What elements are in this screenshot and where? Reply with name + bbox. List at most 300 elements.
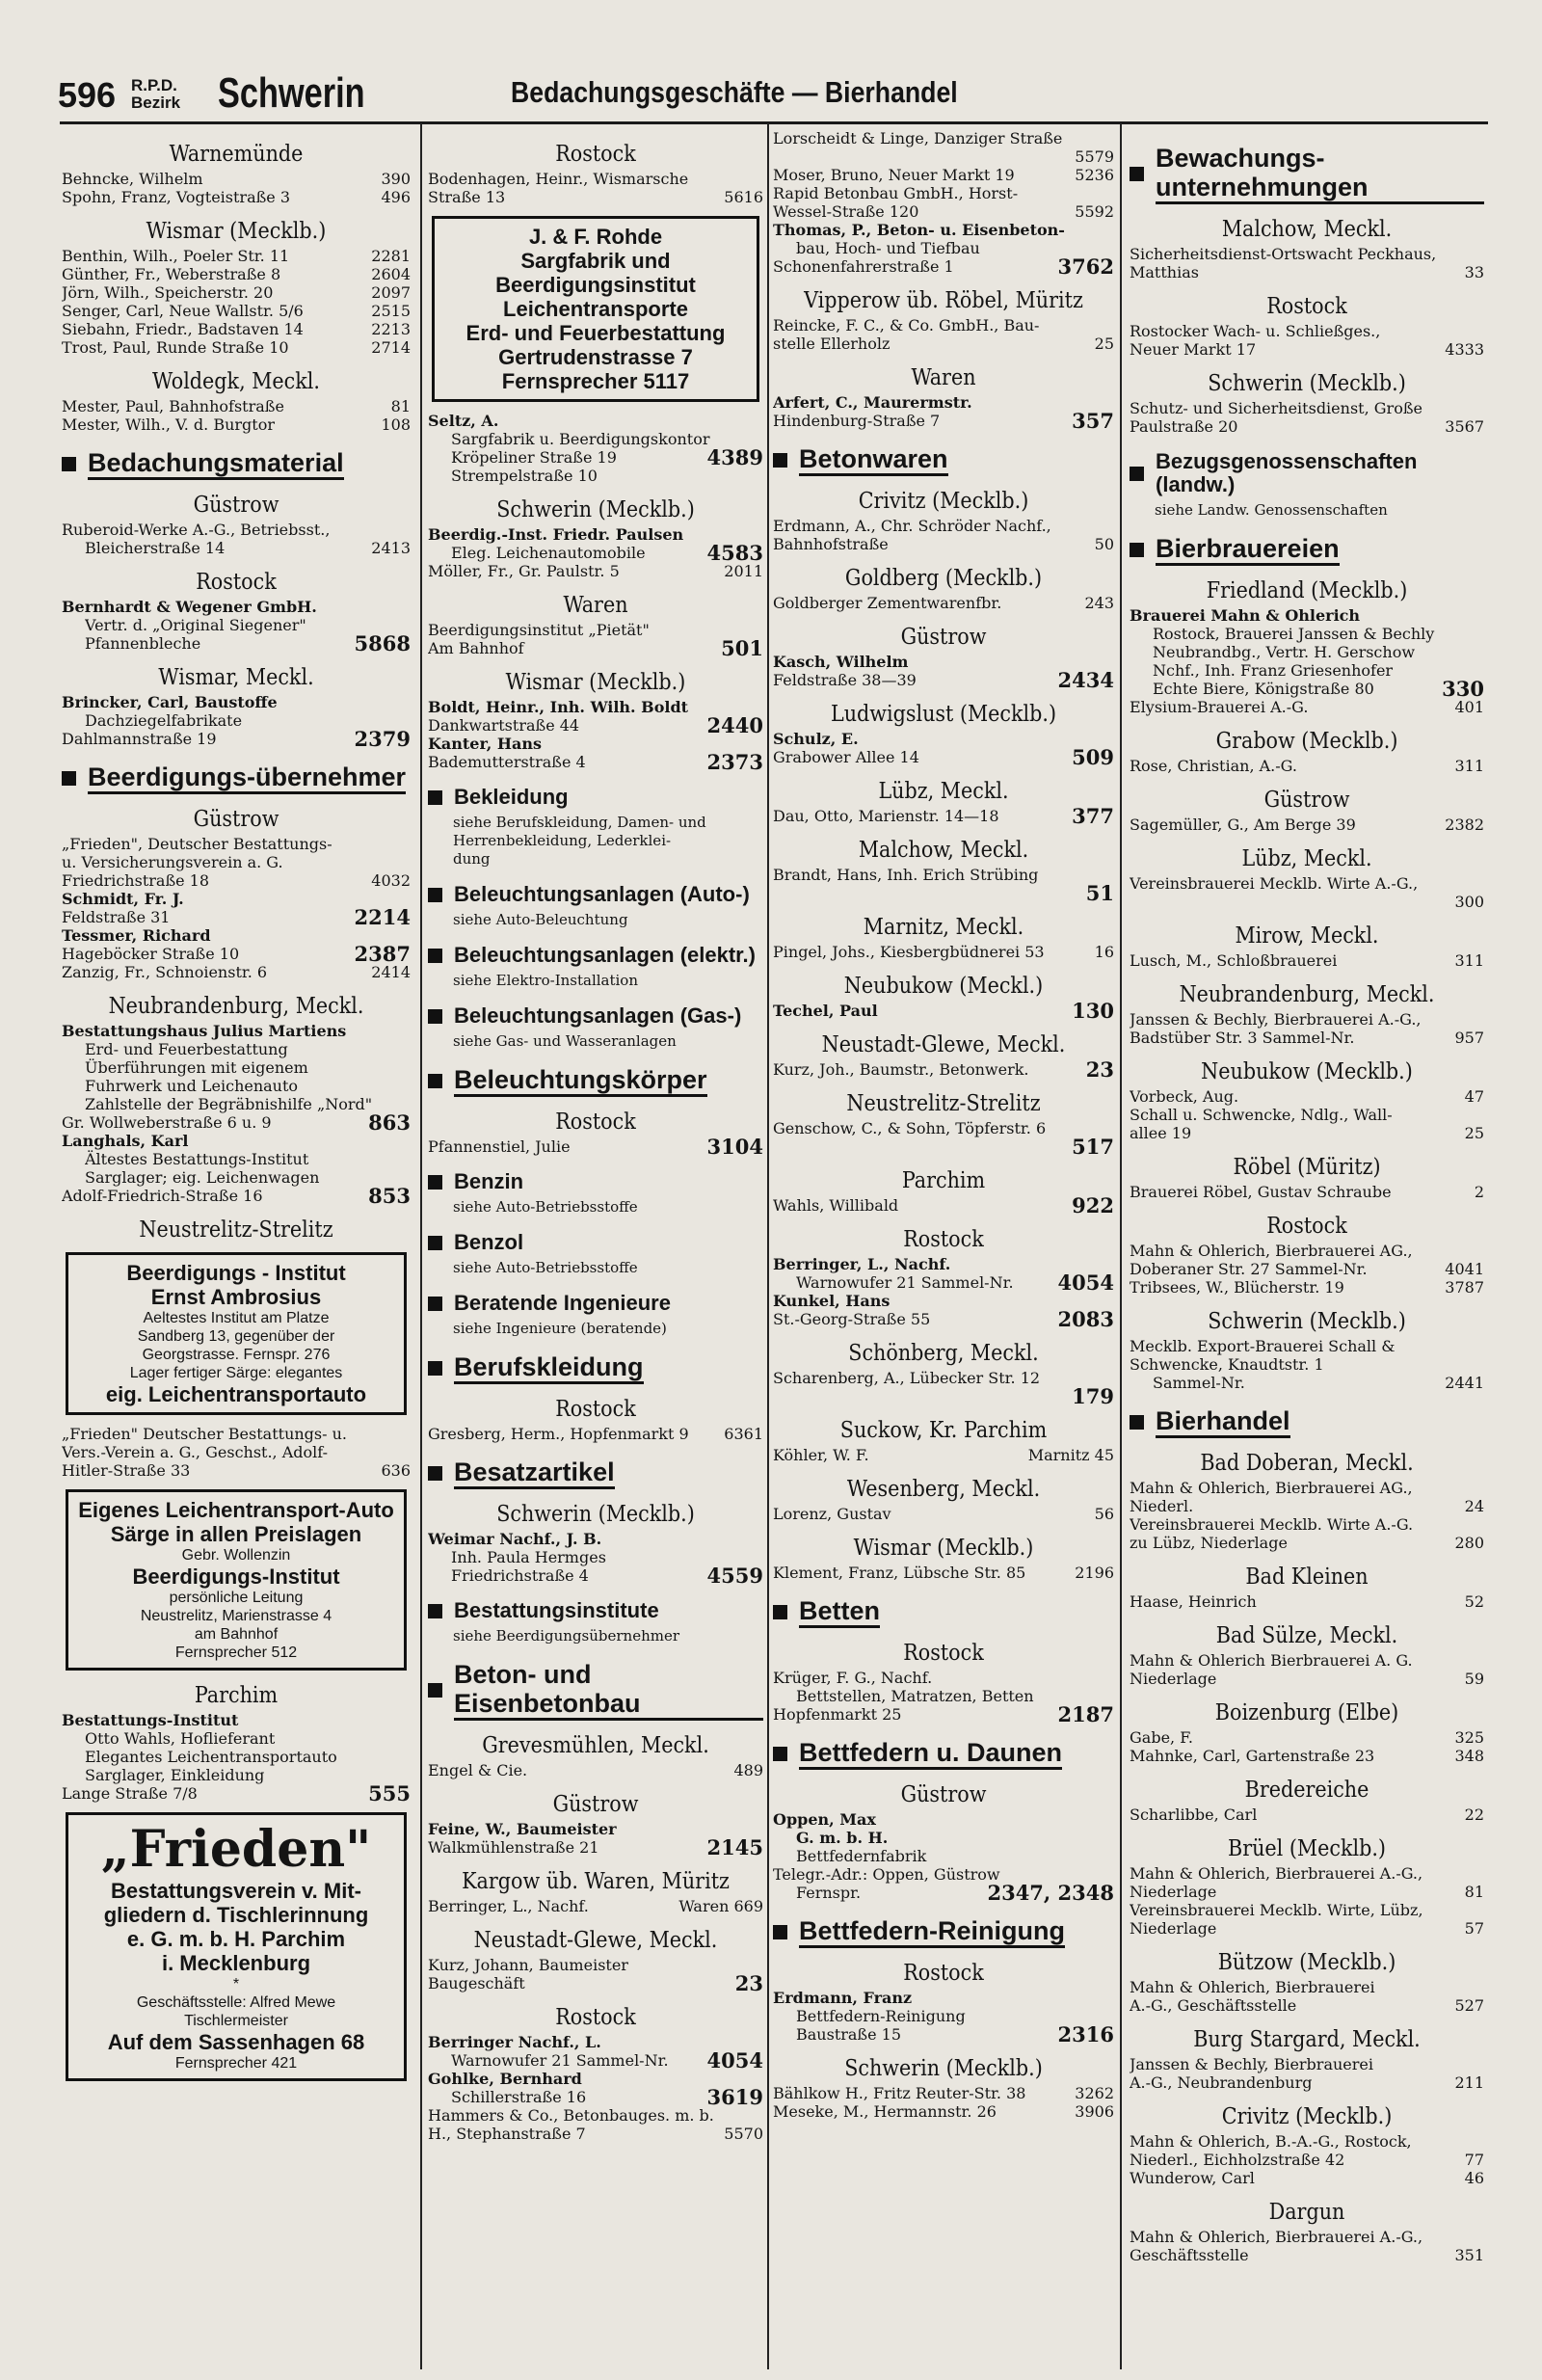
locality-heading: Wismar, Meckl. [158,665,314,690]
locality-heading: Wesenberg, Meckl. [846,1477,1041,1502]
locality-heading: Dargun [1268,2200,1345,2225]
directory-entry [1130,951,1484,970]
directory-entry [1130,263,1484,281]
phone-number: 2379 [354,727,411,751]
directory-entry [1130,417,1484,436]
directory-entry [1130,1670,1484,1688]
directory-entry [1130,1010,1484,1029]
entry-name: Möller, Fr., Gr. Paulstr. 5 [428,562,620,580]
directory-entry [773,1881,1114,1905]
locality-heading: Güstrow [193,807,279,832]
locality-heading: Rostock [903,1641,984,1666]
directory-entry [773,1446,1114,1464]
entry-name: Schwencke, Knaudtstr. 1 [1130,1355,1324,1374]
entry-name: Dahlmannstraße 19 [62,730,217,748]
square-bullet-icon [428,1175,442,1190]
section-heading [773,1596,1114,1628]
directory-entry [62,1110,411,1135]
phone-number: 2097 [371,283,411,302]
entry-name: Schillerstraße 16 [451,2088,587,2106]
directory-entry [773,202,1114,221]
entry-name: H., Stephanstraße 7 [428,2125,586,2143]
locality-heading: Parchim [194,1683,279,1708]
directory-entry [1130,1534,1484,1552]
phone-number: 51 [1085,881,1114,905]
locality-heading: Warnemünde [169,142,304,167]
entry-name: Badstüber Str. 3 Sammel-Nr. [1130,1029,1355,1047]
directory-entry [428,541,763,565]
cross-reference: siehe Beerdigungsübernehmer [453,1627,680,1645]
square-bullet-icon [62,457,76,471]
entry-name: Hitler-Straße 33 [62,1461,191,1480]
section-title: Beratende Ingenieure [454,1291,671,1315]
entry-name: Überführungen mit eigenem [85,1058,308,1077]
directory-entry [1130,1106,1484,1124]
phone-number: 4389 [706,445,763,469]
locality-heading: Lübz, Meckl. [1241,846,1372,871]
phone-number: 5868 [354,631,411,655]
directory-entry [62,170,411,188]
entry-name: Beerdig.-Inst. Friedr. Paulsen [428,525,684,544]
column-1 [62,129,411,2370]
entry-name: Tribsees, W., Blücherstr. 19 [1130,1278,1344,1297]
entry-name: Bleicherstraße 14 [85,539,226,557]
directory-entry [1130,1919,1484,1938]
directory-entry [62,1095,411,1113]
phone-number: 3567 [1445,417,1484,436]
locality-heading: Kargow üb. Waren, Müritz [462,1869,730,1894]
section-heading [428,1231,763,1254]
entry-name: St.-Georg-Straße 55 [773,1310,931,1328]
locality-heading: Vipperow üb. Röbel, Müritz [804,288,1083,313]
phone-number: 5579 [1075,147,1114,166]
entry-name: zu Lübz, Niederlage [1130,1534,1288,1552]
locality-heading: Crivitz (Mecklb.) [1221,2104,1393,2129]
directory-entry [428,1425,763,1443]
section-title: Bettfedern u. Daunen [799,1738,1062,1770]
section-heading [428,786,763,809]
directory-entry [773,129,1114,147]
entry-name: Walkmühlenstraße 21 [428,1838,599,1857]
entry-name: Vers.-Verein a. G., Geschst., Adolf- [62,1443,329,1461]
cross-reference: siehe Berufskleidung, Damen- und [453,814,706,831]
entry-name: Echte Biere, Königstraße 80 [1153,680,1374,698]
section-heading [428,1352,763,1384]
directory-entry [773,594,1114,612]
directory-entry [62,283,411,302]
entry-name: Benthin, Wilh., Poeler Str. 11 [62,247,290,265]
directory-entry [773,517,1114,535]
directory-entry [62,1168,411,1187]
entry-name: Kurz, Joh., Baumstr., Betonwerk. [773,1060,1029,1079]
entry-name: Erd- und Feuerbestattung [85,1040,288,1058]
directory-entry [62,1729,411,1748]
phone-number: 3619 [706,2085,763,2109]
entry-name: Sammel-Nr. [1153,1374,1245,1392]
directory-entry [1130,1651,1484,1670]
entry-name: Am Bahnhof [428,639,524,657]
phone-number: 2083 [1057,1307,1114,1331]
directory-entry [773,184,1114,202]
locality-heading: Marnitz, Meckl. [863,915,1024,940]
entry-name: Elegantes Leichentransportauto [85,1748,337,1766]
entry-name: Genschow, C., & Sohn, Töpferstr. 6 [773,1119,1047,1137]
advertisement-line: gliedern d. Tischlerinnung [103,1903,369,1927]
directory-entry [1130,606,1484,625]
entry-name: Bettfedernfabrik [796,1847,927,1865]
entry-name: Meseke, M., Hermannstr. 26 [773,2102,997,2121]
directory-entry [773,1270,1114,1295]
entry-name: „Frieden" Deutscher Bestattungs- u. [62,1425,348,1443]
entry-name: Thomas, P., Beton- u. Eisenbeton- [773,221,1065,239]
entry-name: Weimar Nachf., J. B. [428,1530,602,1548]
entry-name: Feldstraße 31 [62,908,171,926]
directory-entry [773,1847,1114,1865]
entry-name: Feldstraße 38—39 [773,671,917,689]
directory-entry [773,881,1114,905]
directory-entry [62,693,411,711]
directory-entry [773,1193,1114,1217]
directory-entry [773,1505,1114,1523]
entry-name: Schonenfahrerstraße 1 [773,257,954,276]
section-title: Benzin [454,1169,524,1193]
directory-entry [1130,1278,1484,1297]
directory-entry [62,1781,411,1805]
advertisement-box [66,1252,407,1415]
section-title: Berufskleidung [454,1352,644,1384]
entry-name: Mahn & Ohlerich, Bierbrauerei AG., [1130,1479,1413,1497]
entry-name: Friedrichstraße 4 [451,1566,589,1585]
phone-number: 4054 [1057,1270,1114,1295]
entry-name: Straße 13 [428,188,506,206]
directory-entry [62,905,411,929]
directory-entry [428,1530,763,1548]
entry-name: Strempelstraße 10 [451,467,598,485]
phone-number: 957 [1454,1029,1484,1047]
entry-name: Bestattungshaus Julius Martiens [62,1022,347,1040]
directory-entry [1130,1805,1484,1824]
entry-name: Trost, Paul, Runde Straße 10 [62,338,289,357]
locality-heading: Schwerin (Mecklb.) [1208,1309,1406,1334]
phone-number: 47 [1464,1087,1484,1106]
section-title: Bestattungsinstitute [454,1598,659,1622]
locality-heading: Crivitz (Mecklb.) [858,489,1029,514]
entry-name: Kanter, Hans [428,735,543,753]
directory-entry [773,1564,1114,1582]
phone-number: 23 [1085,1057,1114,1082]
directory-entry [428,713,763,737]
phone-number: 2373 [706,750,763,774]
locality-heading: Neustadt-Glewe, Meckl. [821,1032,1066,1057]
phone-number: 280 [1454,1534,1484,1552]
locality-heading: Bredereiche [1244,1778,1369,1803]
directory-entry [428,1761,763,1779]
entry-name: Senger, Carl, Neue Wallstr. 5/6 [62,302,304,320]
locality-heading: Brüel (Mecklb.) [1228,1836,1386,1861]
phone-number: 4559 [706,1564,763,1588]
locality-heading: Wismar (Mecklb.) [505,670,686,695]
locality-heading: Güstrow [1263,788,1350,813]
phone-number: 25 [1094,334,1114,353]
locality-heading: Grabow (Mecklb.) [1215,729,1398,754]
entry-name: stelle Ellerholz [773,334,891,353]
entry-name: Seltz, A. [428,412,499,430]
phone-number: 22 [1464,1805,1484,1824]
phone-number: Waren 669 [678,1897,763,1915]
phone-number: 351 [1454,2246,1484,2264]
entry-name: Sargfabrik u. Beerdigungskontor [451,430,710,448]
locality-heading: Schwerin (Mecklb.) [496,497,695,522]
entry-name: Scharenberg, A., Lübecker Str. 12 [773,1369,1041,1387]
entry-name: Niederlage [1130,1883,1217,1901]
square-bullet-icon [428,1466,442,1481]
entry-name: Klement, Franz, Lübsche Str. 85 [773,1564,1026,1582]
locality-heading: Röbel (Müritz) [1233,1155,1381,1180]
directory-entry [428,2125,763,2143]
section-title: Bezugsgenossenschaften (landw.) [1156,449,1418,496]
directory-entry [1130,661,1484,680]
column-3 [773,129,1114,2370]
directory-entry [773,221,1114,239]
section-title: Betonwaren [799,444,948,476]
directory-entry [1130,1728,1484,1747]
advertisement-line: Lager fertiger Särge: elegantes [129,1365,343,1381]
cross-reference: siehe Landw. Genossenschaften [1155,501,1388,519]
directory-entry [773,166,1114,184]
entry-name: Berringer Nachf., L. [428,2033,601,2051]
entry-name: Niederl. [1130,1497,1194,1515]
directory-entry [62,1766,411,1784]
phone-number: 81 [1464,1883,1484,1901]
entry-name: Mester, Wilh., V. d. Burgtor [62,415,275,434]
phone-number: 5570 [724,2125,763,2143]
advertisement-line: Eigenes Leichentransport-Auto [78,1498,394,1522]
phone-number: 636 [381,1461,411,1480]
advertisement-line: Fernsprecher 421 [174,2055,298,2072]
phone-number: 4041 [1445,1260,1484,1278]
phone-number: 509 [1072,745,1114,769]
directory-entry [773,1702,1114,1726]
entry-name: Doberaner Str. 27 Sammel-Nr. [1130,1260,1368,1278]
section-heading [1130,1406,1484,1438]
phone-number: 2413 [371,539,411,557]
directory-entry [1130,1479,1484,1497]
entry-name: Schall u. Schwencke, Ndlg., Wall- [1130,1106,1393,1124]
entry-name: Berringer, L., Nachf. [773,1255,951,1273]
entry-name: Gabe, F. [1130,1728,1193,1747]
phone-number: 5592 [1075,202,1114,221]
entry-name: Wessel-Straße 120 [773,202,919,221]
locality-heading: Lübz, Meckl. [878,779,1009,804]
column-divider [420,123,422,2369]
phone-number: 2387 [354,942,411,966]
directory-entry [773,1989,1114,2007]
entry-name: Elysium-Brauerei A.-G. [1130,698,1309,716]
directory-entry [1130,677,1484,701]
directory-entry [62,871,411,890]
entry-name: Lorenz, Gustav [773,1505,891,1523]
square-bullet-icon [428,1361,442,1376]
phone-number: 179 [1072,1384,1114,1408]
advertisement-line: persönliche Leitung [169,1590,304,1606]
entry-name: „Frieden", Deutscher Bestattungs- [62,835,332,853]
directory-entry [428,1835,763,1859]
phone-number: 4333 [1445,340,1484,359]
advertisement-line: Auf dem Sassenhagen 68 [107,2030,365,2054]
locality-heading: Rostock [555,1397,636,1422]
directory-entry [1130,1242,1484,1260]
phone-number: 5236 [1075,166,1114,184]
phone-number: 4583 [706,541,763,565]
entry-name: Vorbeck, Aug. [1130,1087,1239,1106]
phone-number: 863 [368,1110,411,1135]
locality-heading: Wismar (Mecklb.) [146,219,327,244]
entry-name: A.-G., Neubrandenburg [1130,2073,1313,2092]
advertisement-line: Gertrudenstrasse 7 [498,345,693,369]
directory-entry [1130,1374,1484,1392]
entry-name: Spohn, Franz, Vogteistraße 3 [62,188,291,206]
locality-heading: Neustrelitz-Strelitz [139,1217,333,1243]
phone-number: 357 [1072,409,1114,433]
rpd-label: R.P.D. Bezirk [131,76,181,112]
square-bullet-icon [62,771,76,786]
phone-number: 33 [1464,263,1484,281]
advertisement-line: am Bahnhof [194,1626,279,1643]
phone-number: 501 [721,636,763,660]
phone-number: 555 [368,1781,411,1805]
section-heading [62,448,411,480]
section-heading [428,1292,763,1315]
entry-name: Mahnke, Carl, Gartenstraße 23 [1130,1747,1375,1765]
square-bullet-icon [428,949,442,963]
entry-name: Pfannenbleche [85,634,201,653]
phone-number: 311 [1454,757,1484,775]
column-divider [1120,123,1122,2369]
directory-entry [773,730,1114,748]
phone-number: 24 [1464,1497,1484,1515]
phone-number: 496 [381,188,411,206]
entry-name: Siebahn, Friedr., Badstaven 14 [62,320,304,338]
entry-name: G. m. b. H. [796,1829,889,1847]
section-heading [1130,450,1484,496]
directory-entry [62,539,411,557]
entry-name: Berringer, L., Nachf. [428,1897,589,1915]
phone-number: 2196 [1075,1564,1114,1582]
directory-entry [428,170,763,188]
phone-number: 377 [1072,804,1114,828]
entry-name: Janssen & Bechly, Bierbrauerei [1130,2055,1373,2073]
section-title: Besatzartikel [454,1457,615,1489]
advertisement-line: „Frieden" [100,1820,372,1879]
advertisement-line: J. & F. Rohde [528,225,663,249]
entry-name: Köhler, W. F. [773,1446,869,1464]
phone-number: 2382 [1445,816,1484,834]
directory-entry [1130,698,1484,716]
locality-heading: Rostock [903,1227,984,1252]
cross-reference: Herrenbekleidung, Lederklei- [453,832,672,849]
phone-number: 81 [390,397,411,415]
advertisement-line: Gebr. Wollenzin [181,1547,291,1564]
section-heading [428,1004,763,1028]
entry-name: Bählkow H., Fritz Reuter-Str. 38 [773,2084,1026,2102]
advertisement-line: Fernsprecher 512 [174,1645,298,1661]
directory-entry [1130,2228,1484,2246]
phone-number: 2214 [354,905,411,929]
phone-number: 527 [1454,1996,1484,2015]
advertisement-line: eig. Leichentransportauto [105,1382,367,1406]
section-heading [1130,534,1484,566]
entry-name: Vereinsbrauerei Mecklb. Wirte A.-G., [1130,874,1419,893]
locality-heading: Burg Stargard, Meckl. [1193,2027,1421,2052]
directory-entry [773,1057,1114,1082]
entry-name: Schutz- und Sicherheitsdienst, Große [1130,399,1422,417]
directory-entry [773,535,1114,553]
directory-entry [1130,1592,1484,1611]
locality-heading: Neubrandenburg, Meckl. [1179,982,1435,1007]
directory-entry [62,1022,411,1040]
entry-name: Bademutterstraße 4 [428,753,586,771]
directory-entry [773,147,1114,166]
entry-name: Dachziegelfabrikate [85,711,243,730]
directory-entry [428,2106,763,2125]
square-bullet-icon [773,1925,787,1939]
advertisement-line: Leichentransporte [503,297,688,321]
entry-name: Warnowufer 21 Sammel-Nr. [796,1273,1014,1292]
entry-name: Gresberg, Herm., Hopfenmarkt 9 [428,1425,689,1443]
entry-name: Behncke, Wilhelm [62,170,203,188]
section-heading [428,1170,763,1193]
entry-name: allee 19 [1130,1124,1192,1142]
directory-entry [428,621,763,639]
section-title: Bierbrauereien [1156,534,1340,566]
directory-entry [62,835,411,853]
locality-heading: Güstrow [193,493,279,518]
entry-name: Wunderow, Carl [1130,2169,1255,2187]
locality-heading: Rostock [555,1110,636,1135]
entry-name: Krüger, F. G., Nachf. [773,1669,933,1687]
phone-number: 922 [1072,1193,1114,1217]
directory-entry [1130,893,1484,911]
directory-entry [428,562,763,580]
square-bullet-icon [428,1604,442,1618]
entry-name: Gr. Wollweberstraße 6 u. 9 [62,1113,272,1132]
phone-number: 330 [1442,677,1484,701]
entry-name: Boldt, Heinr., Inh. Wilh. Boldt [428,698,689,716]
directory-entry [62,1040,411,1058]
entry-name: Niederlage [1130,1919,1217,1938]
cross-reference: siehe Ingenieure (beratende) [453,1320,667,1337]
cross-reference: siehe Auto-Beleuchtung [453,911,628,928]
locality-heading: Bad Doberan, Meckl. [1200,1451,1414,1476]
directory-entry [428,636,763,660]
entry-name: Moser, Bruno, Neuer Markt 19 [773,166,1015,184]
section-heading [773,444,1114,476]
locality-heading: Güstrow [900,1782,987,1807]
phone-number: 401 [1454,698,1484,716]
directory-entry [1130,2132,1484,2151]
entry-name: Matthias [1130,263,1199,281]
directory-entry [1130,340,1484,359]
advertisement-box [66,1489,407,1671]
square-bullet-icon [428,790,442,805]
directory-entry [1130,322,1484,340]
directory-entry [62,1711,411,1729]
phone-number: 108 [381,415,411,434]
phone-number: 2 [1474,1183,1484,1201]
entry-name: Engel & Cie. [428,1761,528,1779]
locality-heading: Rostock [1266,294,1347,319]
section-title: Beleuchtungsanlagen (Gas-) [454,1003,742,1028]
